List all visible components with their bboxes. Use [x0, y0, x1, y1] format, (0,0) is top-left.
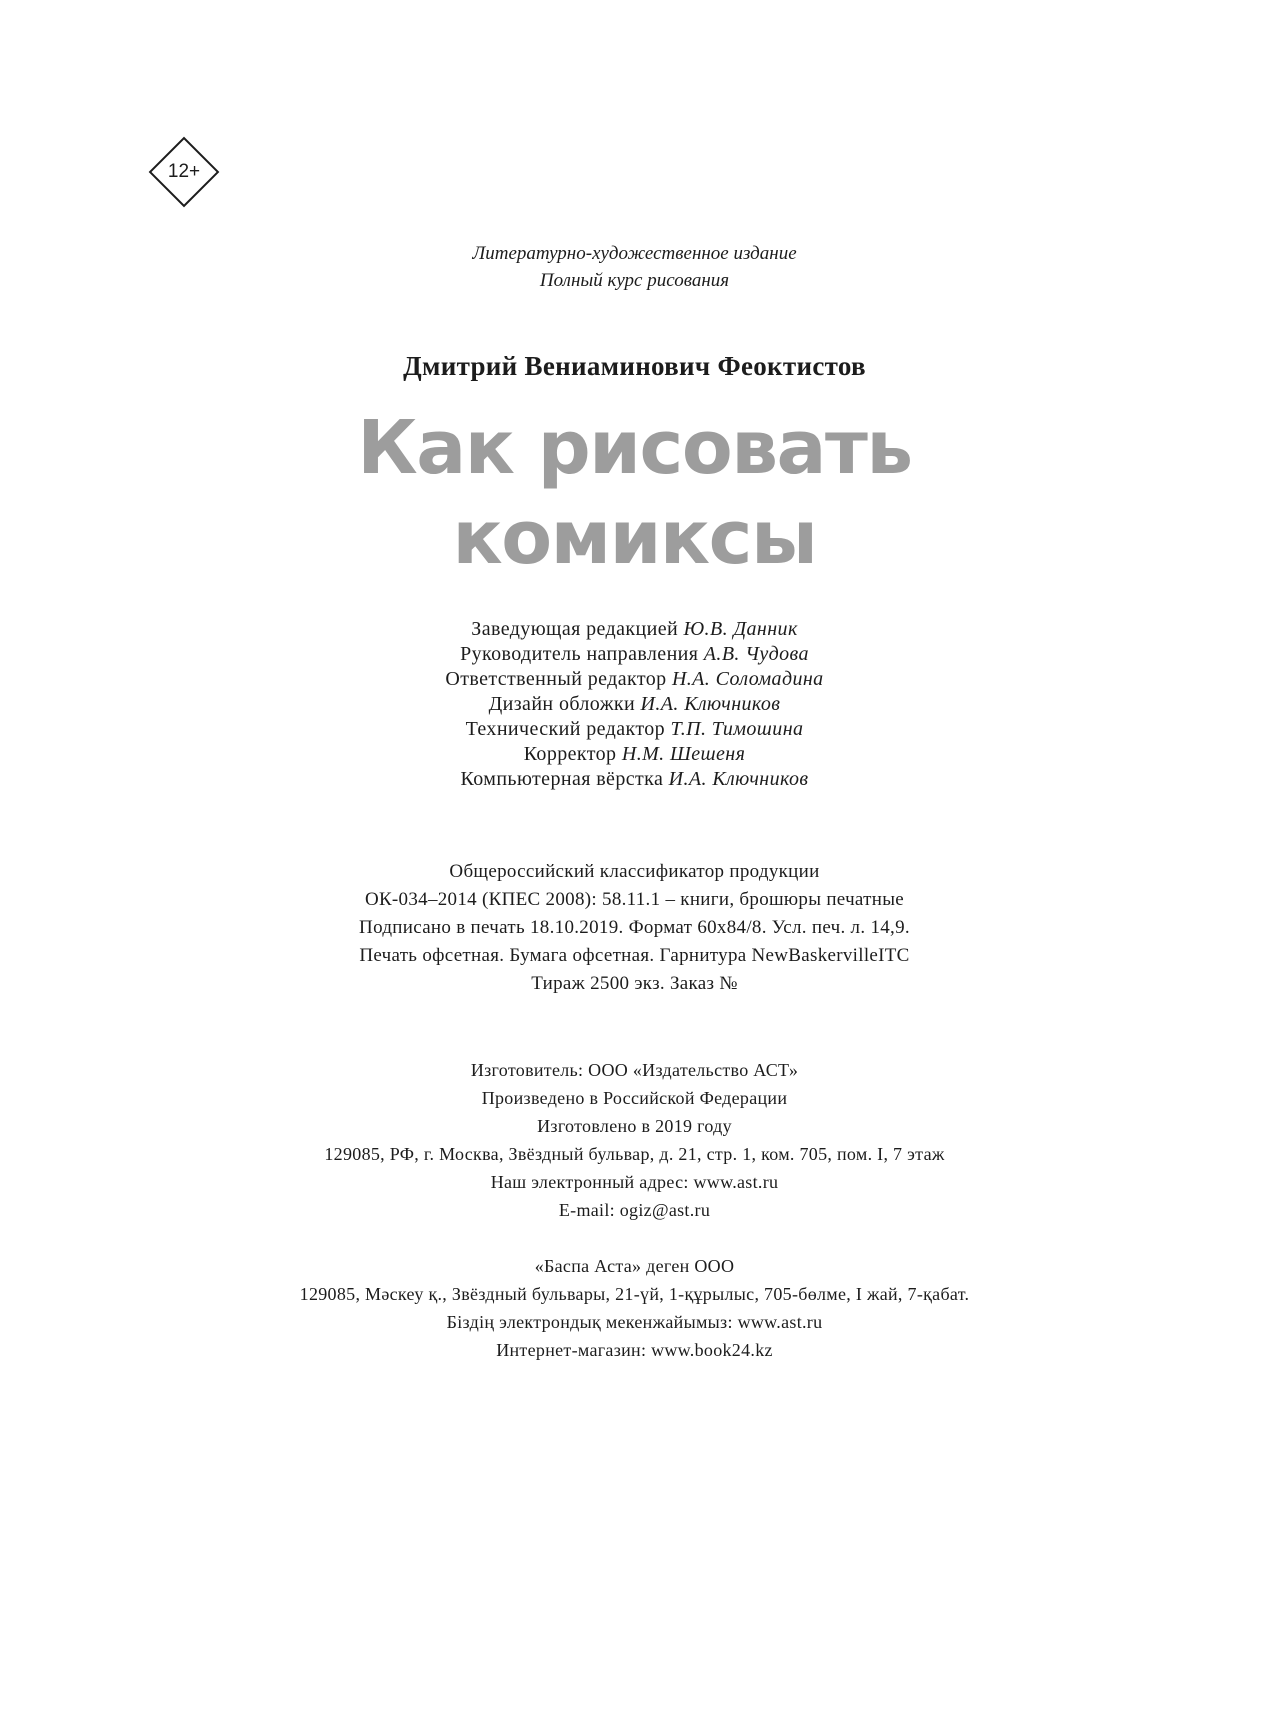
edition-type: Литературно-художественное издание — [472, 243, 797, 264]
classification-line: Тираж 2500 экз. Заказ № — [531, 973, 738, 994]
book-title — [0, 403, 1269, 583]
age-rating-label: 12+ — [167, 161, 201, 182]
age-rating-badge — [147, 135, 221, 209]
credit-line — [0, 617, 1269, 642]
author-name: Дмитрий Вениаминович Феоктистов — [403, 351, 866, 381]
kazakh-website: Біздің электрондық мекенжайымыз: www.ast.ru — [446, 1312, 823, 1332]
credit-role: Корректор — [523, 743, 617, 765]
credits-block — [0, 617, 1269, 792]
classification-line: ОК-034–2014 (КПЕС 2008): 58.11.1 – книги, брошюры печатные — [364, 889, 905, 910]
manufacturer-address: 129085, РФ, г. Москва, Звёздный бульвар, д. 21, стр. 1, ком. 705, пом. I, 7 этаж — [324, 1144, 945, 1164]
credit-role: Дизайн обложки — [488, 693, 636, 715]
credit-role: Компьютерная вёрстка — [460, 768, 664, 790]
manufacturer-block — [0, 1056, 1269, 1224]
credit-role: Технический редактор — [465, 718, 666, 740]
credit-role: Заведующая редакцией — [471, 618, 679, 640]
classification-line: Печать офсетная. Бумага офсетная. Гарнитура NewBaskervilleITC — [359, 945, 910, 966]
classification-line: Общероссийский классификатор продукции — [449, 861, 820, 882]
kazakh-block — [0, 1252, 1269, 1364]
title-line-1: Как рисовать — [357, 405, 912, 491]
kazakh-line: «Баспа Аста» деген ООО — [534, 1256, 735, 1276]
manufacturer-line: Изготовлено в 2019 году — [537, 1116, 732, 1136]
kazakh-address: 129085, Мәскеу қ., Звёздный бульвары, 21-үй, 1-құрылыс, 705-бөлме, I жай, 7-қабат. — [299, 1284, 970, 1304]
credit-name: Н.М. Шешеня — [621, 743, 746, 765]
manufacturer-line: Изготовитель: ООО «Издательство АСТ» — [470, 1060, 799, 1080]
credit-name: Ю.В. Данник — [683, 618, 798, 640]
credit-name: И.А. Ключников — [668, 768, 809, 790]
manufacturer-email: E-mail: ogiz@ast.ru — [558, 1200, 711, 1220]
kazakh-shop: Интернет-магазин: www.book24.kz — [496, 1340, 773, 1360]
credit-line — [0, 667, 1269, 692]
credit-name: Н.А. Соломадина — [671, 668, 824, 690]
manufacturer-line: Произведено в Российской Федерации — [481, 1088, 788, 1108]
edition-info — [0, 240, 1269, 294]
manufacturer-website: Наш электронный адрес: www.ast.ru — [490, 1172, 779, 1192]
classification-line: Подписано в печать 18.10.2019. Формат 60x84/8. Усл. печ. л. 14,9. — [359, 917, 910, 938]
credit-line — [0, 692, 1269, 717]
credit-name: Т.П. Тимошина — [670, 718, 804, 740]
credit-role: Руководитель направления — [460, 643, 699, 665]
credit-line — [0, 742, 1269, 767]
credit-line — [0, 717, 1269, 742]
credit-name: А.В. Чудова — [703, 643, 809, 665]
classification-block — [0, 858, 1269, 998]
credit-line — [0, 767, 1269, 792]
credit-name: И.А. Ключников — [640, 693, 781, 715]
title-line-2: комиксы — [452, 495, 817, 581]
credit-line — [0, 642, 1269, 667]
edition-series: Полный курс рисования — [539, 270, 730, 291]
credit-role: Ответственный редактор — [445, 668, 667, 690]
